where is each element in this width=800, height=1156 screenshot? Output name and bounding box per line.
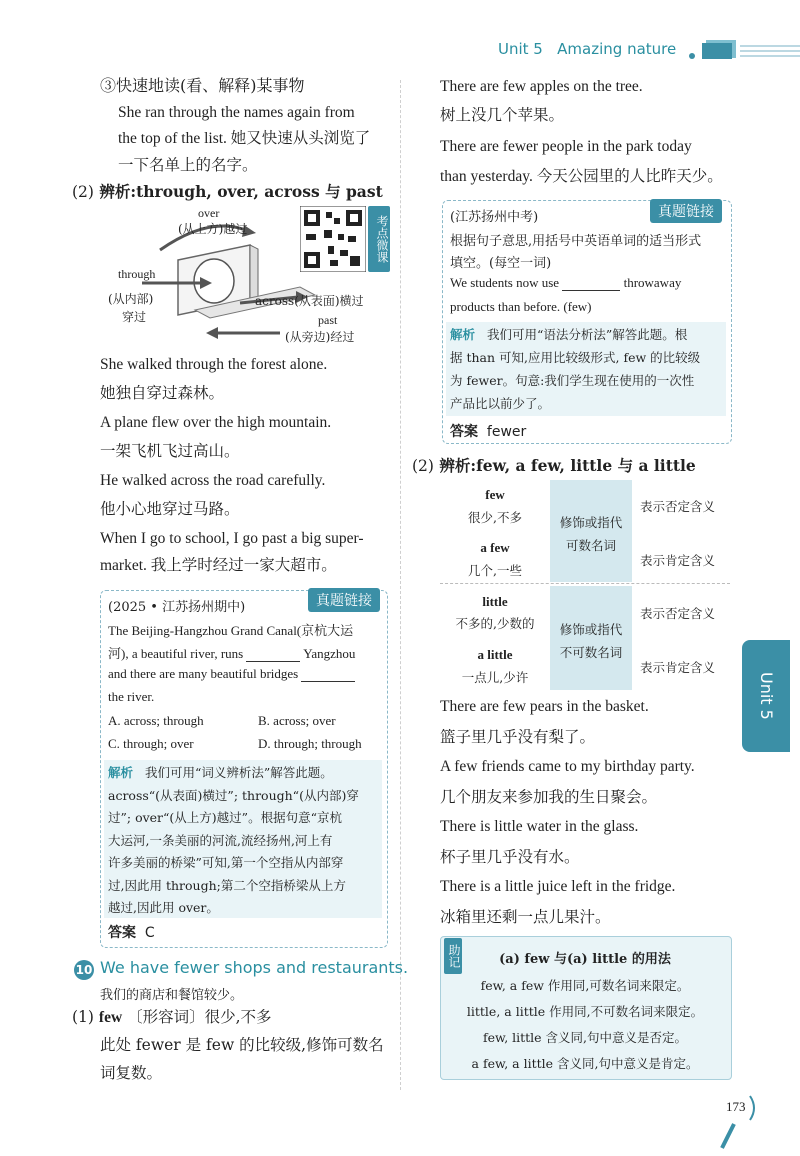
item10-title: We have fewer shops and restaurants.	[100, 958, 409, 977]
right-example2-5: There is little water in the glass.	[440, 818, 639, 835]
diagram-through-cn1: (从内部)	[108, 292, 154, 306]
example-across-cn: 他小心地穿过马路。	[100, 500, 240, 518]
example-through-en: She walked through the forest alone.	[100, 356, 328, 373]
right-example2-7: There is a little juice left in the fridge.	[440, 878, 676, 895]
item3-heading: ③快速地读(看、解释)某事物	[100, 76, 305, 95]
answer-label-right: 答案	[450, 424, 478, 440]
memo-title: (a) few 与(a) little 的用法	[499, 952, 671, 967]
explanation-line-6: 过,因此用 through;第二个空指桥梁从上方	[108, 877, 346, 893]
explanation-right-line-4: 产品比以前少了。	[450, 396, 551, 411]
example-across-en: He walked across the road carefully.	[100, 472, 326, 489]
option-d[interactable]: D. through; through	[258, 736, 362, 751]
column-divider	[400, 80, 401, 1090]
explanation-right-line-2: 据 than 可知,应用比较级形式, few 的比较级	[450, 350, 701, 365]
book-icon	[680, 34, 800, 64]
page-corner-decoration	[720, 1094, 760, 1150]
right-example-3: There are fewer people in the park today	[440, 138, 692, 155]
explanation-label-left: 解析	[108, 765, 134, 780]
table-word-little: little	[482, 594, 508, 609]
explanation-right-line-1: 我们可用“语法分析法”解答此题。根	[486, 327, 688, 342]
exam-q2-right: 填空。(每空一词)	[450, 256, 552, 271]
few-number: (1)	[72, 1008, 94, 1026]
explanation-line-4: 大运河,一条美丽的河流,流经扬州,河上有	[108, 832, 333, 848]
side-tab-label: Unit 5	[757, 672, 776, 720]
memo-line-3: few, little 含义同,句中意义是否定。	[482, 1030, 688, 1045]
explanation-left	[104, 760, 382, 918]
table-meaning-a-little: 表示肯定含义	[640, 660, 716, 675]
table-cn-a-little: 一点儿,少许	[461, 670, 529, 685]
right-example-4: than yesterday. 今天公园里的人比昨天少。	[440, 168, 723, 185]
option-b[interactable]: B. across; over	[258, 713, 336, 728]
explanation-line-2: across“(从表面)横过”; through“(从内部)穿	[108, 787, 359, 803]
exam-q4-right: products than before. (few)	[450, 299, 592, 314]
running-header	[498, 40, 676, 58]
right-example2-8: 冰箱里还剩一点儿果汁。	[440, 908, 611, 926]
option-a[interactable]: A. across; through	[108, 713, 204, 728]
right-example-2: 树上没几个苹果。	[440, 106, 565, 124]
memo-tag: 助记	[444, 938, 462, 974]
table-word-a-few: a few	[480, 540, 510, 555]
few-entry	[72, 1006, 272, 1029]
table-mid-countable-1: 修饰或指代	[559, 515, 623, 530]
answer-value-right: fewer	[486, 424, 527, 440]
exam-q2-left-b: Yangzhou	[303, 646, 356, 661]
diagram-past: past	[318, 313, 338, 327]
explanation-line-3: 过”; over“(从上方)越过”。根据句意“京杭	[108, 810, 342, 825]
table-cn-a-few: 几个,一些	[468, 563, 522, 578]
answer-left	[108, 922, 155, 942]
header-title: Amazing nature	[557, 40, 677, 58]
table-mid-uncountable-2: 不可数名词	[559, 645, 623, 660]
exam-q1-left: The Beijing-Hangzhou Grand Canal(京杭大运	[108, 623, 354, 638]
table-meaning-little: 表示否定含义	[640, 606, 716, 621]
explanation-right-line-3: 为 fewer。句意:我们学生现在使用的一次性	[450, 373, 695, 388]
explanation-line-5: 许多美丽的桥梁”可知,第一个空指从内部穿	[108, 855, 344, 870]
table-meaning-a-few: 表示肯定含义	[640, 553, 716, 568]
table-mid-countable	[550, 511, 632, 557]
blank-1[interactable]	[246, 661, 300, 662]
explanation-right	[446, 322, 726, 416]
exam-tag-left: 真题链接	[308, 588, 380, 612]
table-mid-countable-2: 可数名词	[565, 538, 616, 553]
diagram-through-cn2: 穿过	[122, 310, 147, 324]
qr-label: 考点微课	[368, 206, 390, 272]
section2-heading	[72, 181, 383, 203]
example-over-en: A plane flew over the high mountain.	[100, 414, 332, 431]
exam-source-left: (2025 • 江苏扬州期中)	[108, 600, 246, 615]
exam-q1-right: 根据句子意思,用括号中英语单词的适当形式	[450, 234, 702, 249]
answer-label-left: 答案	[108, 925, 136, 941]
few-note-1: 此处 fewer 是 few 的比较级,修饰可数名	[100, 1036, 384, 1054]
right-example2-2: 篮子里几乎没有梨了。	[440, 728, 596, 746]
memo-line-4: a few, a little 含义同,句中意义是肯定。	[471, 1056, 699, 1071]
table-mid-uncountable	[550, 618, 632, 664]
exam-source-right: (江苏扬州中考)	[450, 210, 539, 225]
table-cn-little: 不多的,少数的	[455, 616, 535, 631]
right-example2-4: 几个朋友来参加我的生日聚会。	[440, 788, 658, 806]
diagram-through: through	[118, 267, 156, 281]
example-past-en-1: When I go to school, I go past a big super-	[100, 530, 364, 547]
exam-tag-right: 真题链接	[650, 199, 722, 223]
item10-translation: 我们的商店和餐馆较少。	[100, 988, 244, 1003]
page-number: 173	[726, 1099, 746, 1114]
example-over-cn: 一架飞机飞过高山。	[100, 442, 240, 460]
qr-code-icon[interactable]	[300, 206, 366, 272]
section2-title: 辨析:through, over, across 与 past	[99, 182, 383, 201]
item3-example-1: She ran through the names again from	[118, 104, 355, 121]
right-example-1: There are few apples on the tree.	[440, 78, 643, 95]
table-meaning-few: 表示否定含义	[640, 499, 716, 514]
item3-example-2: the top of the list. 她又快速从头浏览了	[118, 130, 371, 147]
exam-q2-left-a: 河), a beautiful river, runs	[108, 646, 244, 661]
exam-q3-right-a: We students now use	[450, 275, 560, 290]
exam-q3-left	[108, 666, 355, 682]
answer-value-left: C	[144, 925, 155, 941]
table-cn-few: 很少,不多	[468, 510, 522, 525]
explanation-line-1: 我们可用“词义辨析法”解答此题。	[144, 765, 333, 780]
exam-q4-left: the river.	[108, 689, 155, 704]
few-definition: 〔形容词〕很少,不多	[127, 1008, 272, 1026]
exam-q3-right	[450, 275, 681, 291]
diagram-past-cn: (从旁边)经过	[285, 330, 355, 344]
table-word-a-little: a little	[477, 647, 513, 662]
right-section2-heading	[412, 455, 696, 477]
exam-q3-left-text: and there are many beautiful bridges	[108, 666, 299, 681]
right-section2-title: 辨析:few, a few, little 与 a little	[439, 456, 696, 475]
exam-q2-left	[108, 643, 355, 662]
section2-number: (2)	[72, 183, 94, 201]
right-section2-number: (2)	[412, 457, 434, 475]
answer-right	[450, 421, 526, 441]
few-note-2: 词复数。	[100, 1064, 163, 1082]
option-c[interactable]: C. through; over	[108, 736, 194, 751]
exam-q3-right-b: throwaway	[623, 275, 682, 290]
item10-number-badge: 10	[74, 960, 94, 980]
explanation-label-right: 解析	[450, 327, 476, 342]
memo-line-1: few, a few 作用同,可数名词来限定。	[480, 978, 690, 993]
diagram-across: across(从表面)横过	[255, 294, 364, 308]
blank-3[interactable]	[562, 290, 620, 291]
table-word-few: few	[485, 487, 505, 502]
explanation-line-7: 越过,因此用 over。	[108, 900, 219, 915]
table-mid-uncountable-1: 修饰或指代	[559, 622, 623, 637]
right-example2-3: A few friends came to my birthday party.	[440, 758, 695, 775]
example-past-en-2: market. 我上学时经过一家大超市。	[100, 557, 337, 574]
diagram-over-cn: (从上方)越过	[178, 222, 248, 236]
blank-2[interactable]	[301, 681, 355, 682]
example-through-cn: 她独自穿过森林。	[100, 384, 225, 402]
item3-example-3: 一下名单上的名字。	[118, 156, 258, 174]
right-example2-1: There are few pears in the basket.	[440, 698, 649, 715]
memo-line-2: little, a little 作用同,不可数名词来限定。	[466, 1004, 704, 1019]
right-example2-6: 杯子里几乎没有水。	[440, 848, 580, 866]
header-unit: Unit 5	[498, 40, 543, 58]
few-word: few	[98, 1009, 123, 1026]
diagram-over: over	[198, 206, 220, 220]
